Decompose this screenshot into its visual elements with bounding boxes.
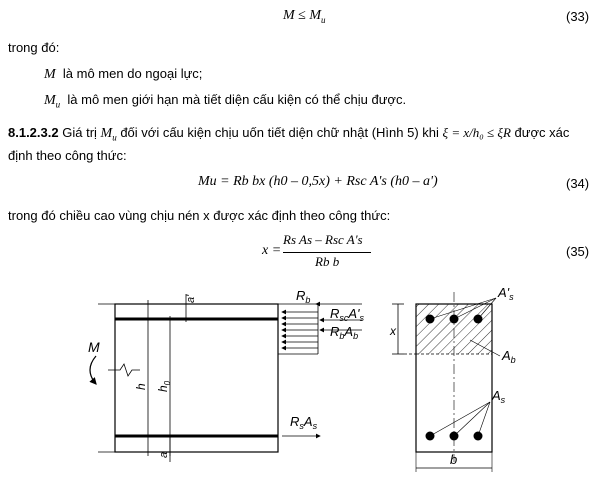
where-label-1: trong đó: xyxy=(8,40,60,55)
equation-34: Mu = Rb bx (h0 – 0,5x) + Rsc A's (h0 – a') xyxy=(198,174,438,189)
equation-34-number: (34) xyxy=(566,176,590,191)
label-m: M xyxy=(88,339,100,355)
where-label-2: trong đó chiều cao vùng chịu nén x được xác định theo công thức: xyxy=(8,208,391,223)
moment-arrow xyxy=(90,356,96,384)
label-h0: $h_0$ xyxy=(156,380,172,392)
clause-line-2: định theo công thức: xyxy=(8,148,127,163)
equation-35-numerator: Rs As – Rsc A's xyxy=(283,232,363,247)
label-ab: $A_b$ xyxy=(502,348,516,365)
definition-m: M là mô men do ngoại lực; xyxy=(44,66,203,82)
beam-elevation xyxy=(98,304,278,452)
label-rsc-as-prime: $R_{sc}A'_s$ xyxy=(330,306,365,323)
label-rb-ab: $R_bA_b$ xyxy=(330,324,359,341)
label-rb: $R_b$ xyxy=(296,288,311,305)
equation-33: $M \le M_u$ xyxy=(283,8,326,25)
label-b: b xyxy=(450,452,458,467)
equation-35-number: (35) xyxy=(566,244,590,259)
equation-33-number: (33) xyxy=(566,9,590,24)
label-as: $A_s$ xyxy=(492,388,506,405)
label-as-prime: $A'_s$ xyxy=(498,285,514,302)
label-h: h xyxy=(134,383,148,390)
label-a: a xyxy=(158,451,170,458)
label-rs-as: $R_sA_s$ xyxy=(290,414,318,431)
definition-mu: $M_u$ là mô men giới hạn mà tiết diện cấu kiện có thể chịu được. xyxy=(44,92,407,110)
cross-section xyxy=(416,292,500,472)
label-x: x xyxy=(390,324,396,338)
label-a-prime: a' xyxy=(185,294,197,303)
section-figure xyxy=(0,272,609,480)
clause-8-1-2-3-2: 8.1.2.3.2 Giá trị $M_u$ đối với cấu kiện chịu uốn tiết diện chữ nhật (Hình 5) khi ξ = x/h₀ ≤ ξR được xác xyxy=(8,125,570,143)
equation-35-denominator: Rb b xyxy=(315,254,340,269)
equation-35-fraction-bar xyxy=(283,252,371,253)
equation-35-lhs: x = xyxy=(262,243,282,258)
